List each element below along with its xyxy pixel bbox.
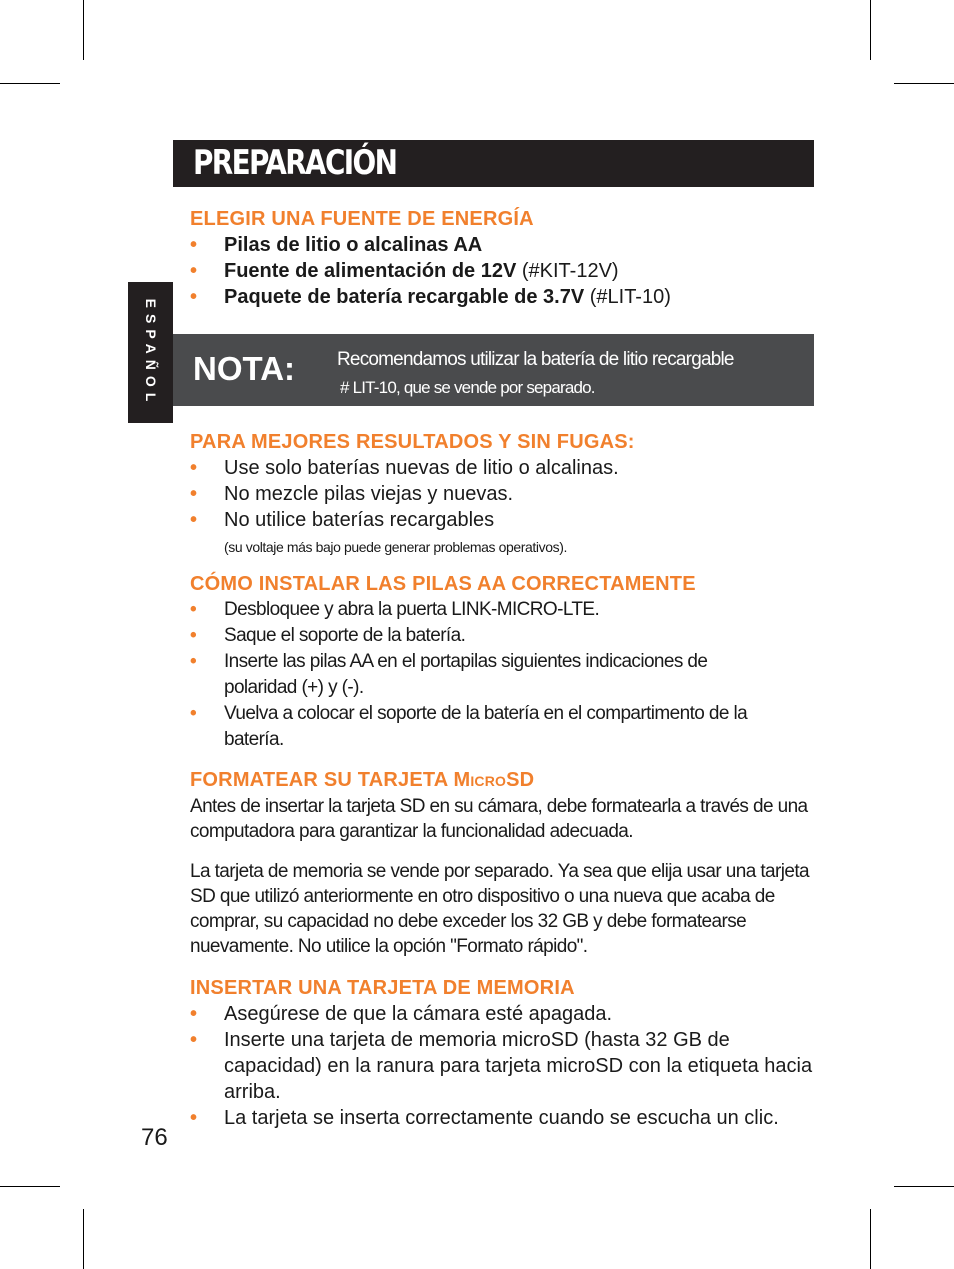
page-number: 76 [141, 1124, 168, 1151]
item-text: La tarjeta se inserta correctamente cuando se escucha un clic. [224, 1107, 779, 1129]
bullet-icon: • [190, 703, 197, 724]
bullet-icon: • [190, 1029, 198, 1051]
note-line-1: Recomendamos utilizar la batería de litio recargable [337, 349, 734, 370]
list-item [190, 701, 820, 753]
list-item [190, 1001, 820, 1027]
item-note: (su voltaje más bajo puede generar problemas operativos). [224, 539, 567, 555]
language-label: ESPAÑOL [142, 298, 159, 407]
crop-mark [894, 83, 954, 84]
section-insert-card [190, 975, 820, 1131]
section-install-batteries [190, 571, 820, 753]
list-item [190, 1027, 820, 1105]
crop-mark [0, 1186, 60, 1187]
title-bar [173, 140, 814, 187]
bullet-icon: • [190, 234, 198, 256]
section-heading: PARA MEJORES RESULTADOS Y SIN FUGAS: [190, 431, 635, 453]
list-item [190, 1105, 820, 1131]
list-item [190, 649, 820, 701]
bullet-icon: • [190, 286, 198, 308]
crop-mark [83, 0, 84, 60]
item-text: (#KIT-12V) [516, 260, 619, 282]
crop-mark [894, 1186, 954, 1187]
language-tab [128, 282, 173, 423]
list-item [190, 623, 820, 649]
list-item [190, 597, 820, 623]
item-text: No mezcle pilas viejas y nuevas. [224, 483, 514, 505]
list-item [190, 455, 820, 481]
list-item [190, 481, 820, 507]
bullet-list [190, 232, 820, 310]
bullet-list [190, 597, 820, 753]
section-heading: CÓMO INSTALAR LAS PILAS AA CORRECTAMENTE [190, 573, 696, 595]
item-text: No utilice baterías recargables [224, 509, 495, 531]
bullet-icon: • [190, 651, 197, 672]
section-heading: INSERTAR UNA TARJETA DE MEMORIA [190, 977, 575, 999]
heading-part: FORMATEAR SU TARJETA M [190, 769, 471, 791]
item-text: Saque el soporte de la batería. [224, 625, 466, 646]
section-power-source [190, 206, 820, 310]
item-text: Use solo baterías nuevas de litio o alcalinas. [224, 457, 619, 479]
bullet-list [190, 455, 820, 561]
note-line-2: # LIT-10, que se vende por separado. [340, 378, 595, 397]
item-text: Asegúrese de que la cámara esté apagada. [224, 1003, 613, 1025]
item-text: Inserte las pilas AA en el portapilas siguientes indicaciones de polaridad (+) y (-). [224, 651, 708, 698]
item-bold-text: Pilas de litio o alcalinas AA [224, 234, 483, 256]
crop-mark [870, 0, 871, 60]
bullet-list [190, 1001, 820, 1131]
paragraph: La tarjeta de memoria se vende por separado. Ya sea que elija usar una tarjeta SD que utilizó anteriormente en otro dispositivo o una nueva que acaba de comprar, su capacidad no debe exceder los 32 GB y debe formatearse nuevamente. No utilice la opción "Formato rápido". [190, 861, 809, 957]
item-bold-text: Paquete de batería recargable de 3.7V [224, 286, 585, 308]
heading-small-caps: ICRO [470, 773, 507, 789]
list-item [190, 507, 820, 561]
section-format-card [190, 767, 820, 959]
bullet-icon: • [190, 457, 198, 479]
bullet-icon: • [190, 260, 198, 282]
item-text: Vuelva a colocar el soporte de la batería en el compartimento de la batería. [224, 703, 748, 750]
bullet-icon: • [190, 509, 198, 531]
page-title: PREPARACIÓN [193, 143, 397, 183]
bullet-icon: • [190, 483, 198, 505]
crop-mark [83, 1209, 84, 1269]
heading-part: SD [506, 769, 535, 791]
section-best-results [190, 429, 820, 561]
bullet-icon: • [190, 1003, 198, 1025]
list-item [190, 232, 820, 258]
list-item [190, 284, 820, 310]
item-bold-text: Fuente de alimentación de 12V [224, 260, 517, 282]
content [190, 206, 820, 1131]
crop-mark [0, 83, 60, 84]
item-text: (#LIT-10) [584, 286, 671, 308]
list-item [190, 258, 820, 284]
bullet-icon: • [190, 599, 197, 620]
section-heading: ELEGIR UNA FUENTE DE ENERGÍA [190, 208, 534, 230]
bullet-icon: • [190, 1107, 198, 1129]
section-heading [190, 767, 820, 794]
note-label: NOTA: [193, 350, 296, 387]
item-text: Inserte una tarjeta de memoria microSD (hasta 32 GB de capacidad) en la ranura para tarjeta microSD con la etiqueta hacia arriba. [224, 1029, 813, 1103]
item-text: Desbloquee y abra la puerta LINK-MICRO-LTE. [224, 599, 600, 620]
bullet-icon: • [190, 625, 197, 646]
crop-mark [870, 1209, 871, 1269]
paragraph: Antes de insertar la tarjeta SD en su cámara, debe formatearla a través de una computadora para garantizar la funcionalidad adecuada. [190, 796, 808, 842]
